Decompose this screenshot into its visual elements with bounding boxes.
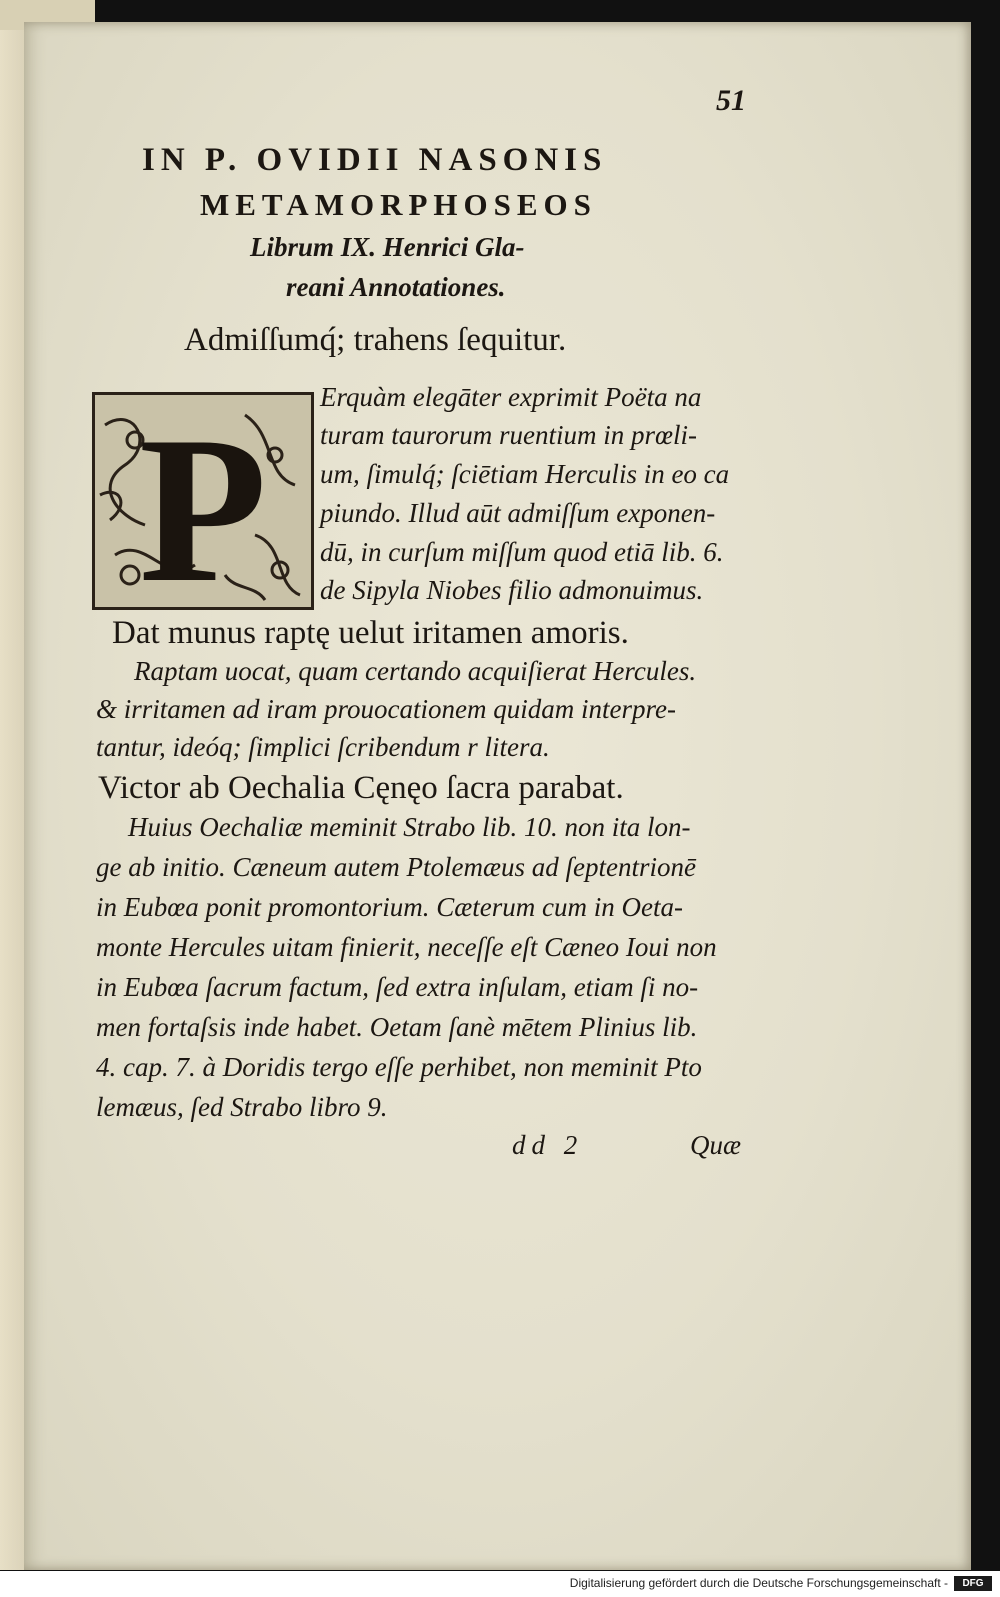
book-page <box>24 22 971 1570</box>
catchword: Quæ <box>690 1130 742 1160</box>
heading-line-4: reani Annotationes. <box>286 272 506 302</box>
para1-line-1: Erquàm elegāter exprimit Poëta na <box>320 382 702 412</box>
funding-notice: Digitalisierung gefördert durch die Deutsche Forschungsgemeinschaft - <box>569 1576 948 1590</box>
dfg-logo: DFG <box>954 1576 992 1591</box>
para3-line-6: men fortaſsis inde habet. Oetam ſanè mētem Plinius lib. <box>96 1012 698 1042</box>
para3-line-5: in Eubœa ſacrum factum, ſed extra inſulam, etiam ſi no- <box>96 972 699 1002</box>
initial-letter: P <box>138 395 268 607</box>
lemma-3: Victor ab Oechalia Cęnęo ſacra parabat. <box>98 770 624 806</box>
lemma-1: Admiſſumq́; trahens ſequitur. <box>184 322 567 358</box>
para1-line-6: de Sipyla Niobes filio admonuimus. <box>320 575 704 605</box>
para3-line-4: monte Hercules uitam finierit, neceſſe eſt Cæneo Ioui non <box>96 932 717 962</box>
para3-line-2: ge ab initio. Cæneum autem Ptolemæus ad ſeptentrionē <box>96 852 696 882</box>
para1-line-5: dū, in curſum miſſum quod etiā lib. 6. <box>320 537 724 567</box>
heading-line-3: Librum IX. Henrici Gla- <box>250 232 525 262</box>
para3-line-3: in Eubœa ponit promontorium. Cæterum cum in Oeta- <box>96 892 683 922</box>
heading-line-2: METAMORPHOSEOS <box>200 187 597 222</box>
lemma-2: Dat munus raptę uelut iritamen amoris. <box>112 615 629 651</box>
para1-line-4: piundo. Illud aūt admiſſum exponen- <box>320 498 716 528</box>
para3-line-7: 4. cap. 7. à Doridis tergo eſſe perhibet, non meminit Pto <box>96 1052 702 1082</box>
para2-line-2: & irritamen ad iram prouocationem quidam interpre- <box>96 694 676 724</box>
para1-line-2: turam taurorum ruentium in prœli- <box>320 420 698 450</box>
heading-line-1: IN P. OVIDII NASONIS <box>142 142 608 178</box>
footer-bar <box>0 1571 1000 1597</box>
ornamental-initial <box>92 392 314 610</box>
para2-line-1: Raptam uocat, quam certando acquiſierat Hercules. <box>134 656 697 686</box>
para3-line-8: lemæus, ſed Strabo libro 9. <box>96 1092 388 1122</box>
para2-line-3: tantur, ideóq; ſimplici ſcribendum r litera. <box>96 732 550 762</box>
signature-mark: dd 2 <box>512 1130 584 1160</box>
para3-line-1: Huius Oechaliæ meminit Strabo lib. 10. non ita lon- <box>128 812 691 842</box>
para1-line-3: um, ſimulq́; ſciētiam Herculis in eo ca <box>320 459 730 489</box>
page-number: 51 <box>716 84 746 117</box>
decorated-initial-icon <box>95 395 311 607</box>
